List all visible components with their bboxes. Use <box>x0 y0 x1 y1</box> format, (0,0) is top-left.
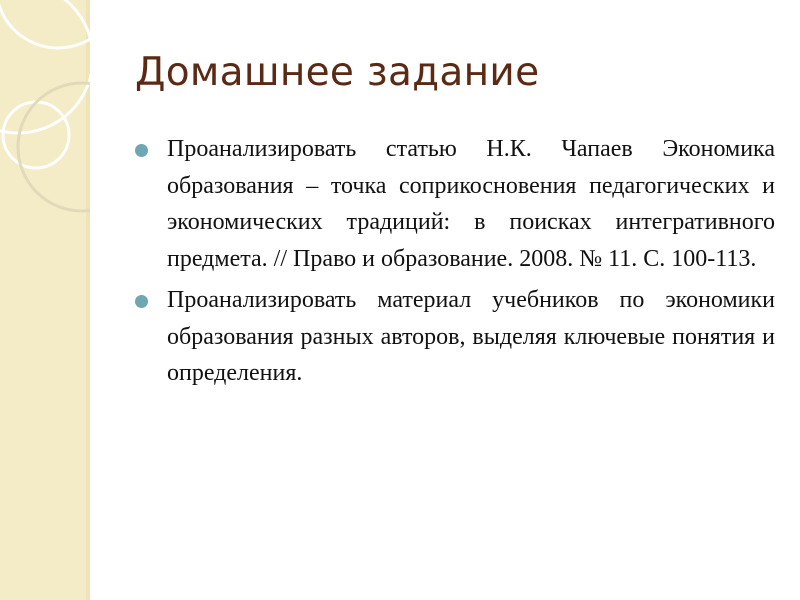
bullet-list <box>135 131 775 397</box>
bullet-item-assignment-1 <box>135 131 775 277</box>
decorative-circle-small <box>3 102 69 168</box>
bullet-marker-icon <box>135 295 148 308</box>
bullet-text: Проанализировать материал учебников по экономики образования разных авторов, выделяя ключевые понятия и определения. <box>167 287 775 386</box>
decorative-circle-large <box>0 0 90 133</box>
decorative-circles-graphic <box>0 0 90 600</box>
bullet-text: Проанализировать статью Н.К. Чапаев Экономика образования – точка соприкосновения педагогических и экономических традиций: в поисках интегративного предмета. // Право и образование. 2008. № 11. С. 100-113. <box>167 136 775 272</box>
slide-title: Домашнее задание <box>135 50 540 95</box>
bullet-marker-icon <box>135 144 148 157</box>
bullet-item-assignment-2 <box>135 282 775 392</box>
decorative-circle-top <box>0 0 90 48</box>
